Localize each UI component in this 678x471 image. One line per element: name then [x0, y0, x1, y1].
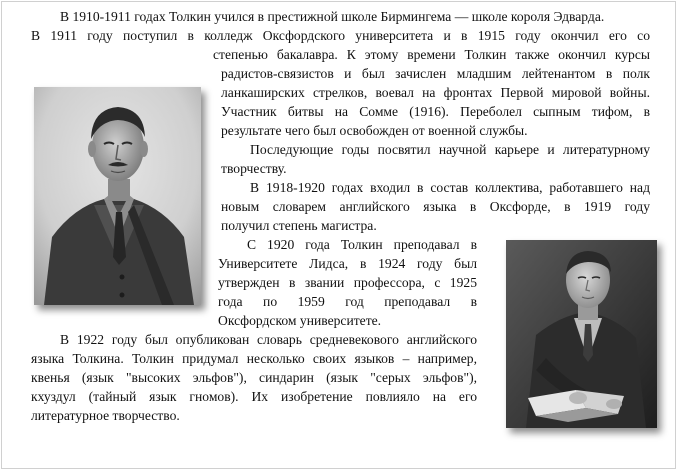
text-line: ланкаширских стрелков, воевал на фронтах Первой мировой войны. — [221, 85, 650, 100]
text-line: степенью бакалавра. К этому времени Толкин также окончил курсы — [213, 47, 650, 62]
text-line: года по 1959 год преподавал в — [218, 294, 477, 309]
text-line: утвержден в звании профессора, с 1925 — [218, 275, 477, 290]
text-line: Последующие годы посвятил научной карьере и литературному — [250, 142, 650, 157]
text-line: новым словарем английского языка в Оксфорде, в 1919 году — [221, 199, 650, 214]
text-line: В 1922 году был опубликован словарь средневекового английского — [60, 332, 477, 347]
text-line: языка Толкина. Толкин придумал несколько своих языков – например, — [31, 351, 477, 366]
text-line: результате чего был освобожден от военной службы. — [221, 123, 528, 138]
text-line: творчеству. — [221, 161, 287, 176]
text-line: радистов-связистов и был зачислен младшим лейтенантом в полк — [221, 66, 650, 81]
text-line: Участник битвы на Сомме (1916). Переболел сыпным тифом, в — [221, 104, 650, 119]
text-line: получил степень магистра. — [221, 218, 377, 233]
text-line: Университете Лидса, в 1924 году был — [218, 256, 477, 271]
text-line: С 1920 года Толкин преподавал в — [247, 237, 477, 252]
portrait-uniform-photo — [34, 87, 201, 305]
portrait-reading-photo — [506, 240, 657, 428]
text-line: квенья (язык "высоких эльфов"), синдарин (язык "серых эльфов"), — [31, 370, 477, 385]
text-line: В 1911 году поступил в колледж Оксфордского университета и в 1915 году окончил его со — [31, 28, 650, 43]
text-line: В 1910-1911 годах Толкин учился в престижной школе Бирмингема — школе короля Эдварда. — [60, 9, 605, 24]
text-line: кхуздул (тайный язык гномов). Их изобретение повлияло на его — [31, 389, 477, 404]
text-line: Оксфордском университете. — [218, 313, 382, 328]
text-line: В 1918-1920 годах входил в состав коллектива, работавшего над — [250, 180, 650, 195]
text-line: литературное творчество. — [31, 408, 180, 423]
